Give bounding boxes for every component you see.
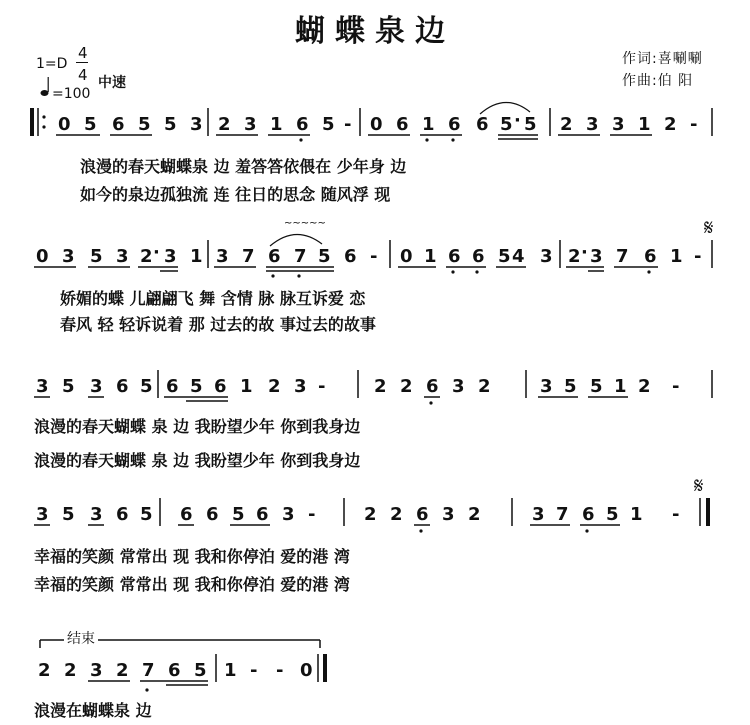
dot-mark: · xyxy=(581,242,588,263)
note: 3 xyxy=(90,504,103,525)
note: 1 xyxy=(638,114,651,135)
note: 3 xyxy=(586,114,599,135)
score-row-3 xyxy=(34,370,712,405)
note: - xyxy=(690,114,698,135)
time-signature-bottom: 4 xyxy=(78,66,88,84)
note: 6 xyxy=(268,246,281,267)
note: 2 xyxy=(568,246,581,267)
score-row-1 xyxy=(32,102,712,141)
note: 6 xyxy=(416,504,429,525)
note: 1 xyxy=(270,114,283,135)
note: - xyxy=(344,114,352,135)
lyric-line: 浪漫的春天蝴蝶 泉 边 我盼望少年 你到我身边 xyxy=(34,417,361,436)
note: 0 xyxy=(370,114,383,135)
lyric-line: 娇媚的蝶 儿翩翩飞 舞 含情 脉 脉互诉爱 恋 xyxy=(60,289,366,308)
note: 0 xyxy=(36,246,49,267)
note: 3 xyxy=(282,504,295,525)
note: 5 xyxy=(190,376,203,397)
lyric-line: 浪漫在蝴蝶泉 边 xyxy=(34,701,152,720)
song-title: 蝴蝶泉边 xyxy=(295,14,455,49)
tempo-text: 中速 xyxy=(98,75,126,91)
ending-label: 结束 xyxy=(64,628,98,648)
note: 6 xyxy=(296,114,309,135)
note: 5 xyxy=(90,246,103,267)
note: 5 xyxy=(564,376,577,397)
note: 5 xyxy=(62,504,75,525)
lyric-line: 浪漫的春天蝴蝶 泉 边 我盼望少年 你到我身边 xyxy=(34,451,361,470)
note: - xyxy=(672,376,680,397)
tempo-value: =100 xyxy=(52,86,91,102)
note: 1 xyxy=(224,660,237,681)
note: 5 xyxy=(138,114,151,135)
note: - xyxy=(694,246,702,267)
note: 2 xyxy=(64,660,77,681)
note: 1 xyxy=(422,114,435,135)
lyric-line: 春风 轻 轻诉说着 那 过去的故 事过去的故事 xyxy=(60,315,376,334)
note: 2 xyxy=(468,504,481,525)
note: 6 xyxy=(476,114,489,135)
note: 3 xyxy=(540,376,553,397)
note: 2 xyxy=(560,114,573,135)
score-row-2 xyxy=(34,218,712,278)
note: 7 xyxy=(142,660,155,681)
note: 1 xyxy=(670,246,683,267)
note: 6 xyxy=(116,504,129,525)
note: 3 xyxy=(532,504,545,525)
note: 6 xyxy=(426,376,439,397)
note: 3 xyxy=(90,660,103,681)
note: 6 xyxy=(344,246,357,267)
lyric-line: 如今的泉边孤独流 连 往日的思念 随风浮 现 xyxy=(80,185,391,204)
note: 5 xyxy=(606,504,619,525)
note: - xyxy=(370,246,378,267)
note: 2 xyxy=(364,504,377,525)
note: 2 xyxy=(390,504,403,525)
note: 6 xyxy=(582,504,595,525)
segno-icon: 𝄋 xyxy=(704,216,714,241)
segno-icon: 𝄋 xyxy=(694,474,704,499)
note: 3 xyxy=(62,246,75,267)
note: 6 xyxy=(396,114,409,135)
note: 1 xyxy=(424,246,437,267)
note: 6 xyxy=(206,504,219,525)
note: 2 xyxy=(638,376,651,397)
note: 3 xyxy=(116,246,129,267)
note: 3 xyxy=(612,114,625,135)
lyricist-credit: 作词:喜唰唰 xyxy=(622,51,703,67)
note: 3 xyxy=(216,246,229,267)
note: 6 xyxy=(644,246,657,267)
lyric-line: 幸福的笑颜 常常出 现 我和你停泊 爱的港 湾 xyxy=(34,547,350,566)
note: 3 xyxy=(590,246,603,267)
note: 5 xyxy=(322,114,335,135)
key-signature: 1=D xyxy=(36,56,68,72)
note: 6 xyxy=(448,246,461,267)
lyric-line: 幸福的笑颜 常常出 现 我和你停泊 爱的港 湾 xyxy=(34,575,350,594)
note: 5 xyxy=(318,246,331,267)
note: 5 xyxy=(194,660,207,681)
note: 6 xyxy=(472,246,485,267)
note: - xyxy=(672,504,680,525)
note: 5 xyxy=(84,114,97,135)
note: 6 xyxy=(116,376,129,397)
note: - xyxy=(308,504,316,525)
note: 3 xyxy=(190,114,203,135)
note: 2 xyxy=(38,660,51,681)
note: 3 xyxy=(540,246,553,267)
note: 7 xyxy=(556,504,569,525)
note: 7 xyxy=(616,246,629,267)
note: 2 xyxy=(218,114,231,135)
note: 5 xyxy=(500,114,513,135)
note: 1 xyxy=(240,376,253,397)
note: 5 xyxy=(164,114,177,135)
note: 2 xyxy=(268,376,281,397)
note: 3 xyxy=(452,376,465,397)
note: 0 xyxy=(300,660,313,681)
note: 3 xyxy=(36,504,49,525)
score-row-4 xyxy=(34,498,708,533)
note: 2 xyxy=(400,376,413,397)
note: 1 xyxy=(190,246,203,267)
trill-mark: ~~~~~ xyxy=(284,218,326,229)
note: 2 xyxy=(478,376,491,397)
note: 2 xyxy=(374,376,387,397)
note: 0 xyxy=(58,114,71,135)
note: 2 xyxy=(664,114,677,135)
note: 5 xyxy=(498,246,511,267)
note: 3 xyxy=(90,376,103,397)
note: 6 xyxy=(448,114,461,135)
dot-mark: · xyxy=(514,110,521,131)
note: 3 xyxy=(244,114,257,135)
note: 7 xyxy=(242,246,255,267)
note: 5 xyxy=(590,376,603,397)
note: 7 xyxy=(294,246,307,267)
dot-mark: · xyxy=(153,242,160,263)
note: 5 xyxy=(140,376,153,397)
note: 2 xyxy=(116,660,129,681)
note: 3 xyxy=(164,246,177,267)
note: 1 xyxy=(614,376,627,397)
note: 6 xyxy=(180,504,193,525)
note: 3 xyxy=(36,376,49,397)
time-signature-top: 4 xyxy=(78,44,88,62)
note: - xyxy=(318,376,326,397)
note: 3 xyxy=(294,376,307,397)
note: 1 xyxy=(630,504,643,525)
note: 0 xyxy=(400,246,413,267)
note: 4 xyxy=(512,246,525,267)
lyric-line: 浪漫的春天蝴蝶泉 边 羞答答依偎在 少年身 边 xyxy=(80,157,407,176)
note: 5 xyxy=(140,504,153,525)
note: 6 xyxy=(256,504,269,525)
composer-credit: 作曲:伯 阳 xyxy=(622,73,694,89)
note: 6 xyxy=(168,660,181,681)
note: 2 xyxy=(140,246,153,267)
note: 5 xyxy=(62,376,75,397)
note: 6 xyxy=(112,114,125,135)
note: 6 xyxy=(214,376,227,397)
note: 6 xyxy=(166,376,179,397)
note: 5 xyxy=(232,504,245,525)
note: - xyxy=(276,660,284,681)
note: - xyxy=(250,660,258,681)
note: 5 xyxy=(524,114,537,135)
note: 3 xyxy=(442,504,455,525)
